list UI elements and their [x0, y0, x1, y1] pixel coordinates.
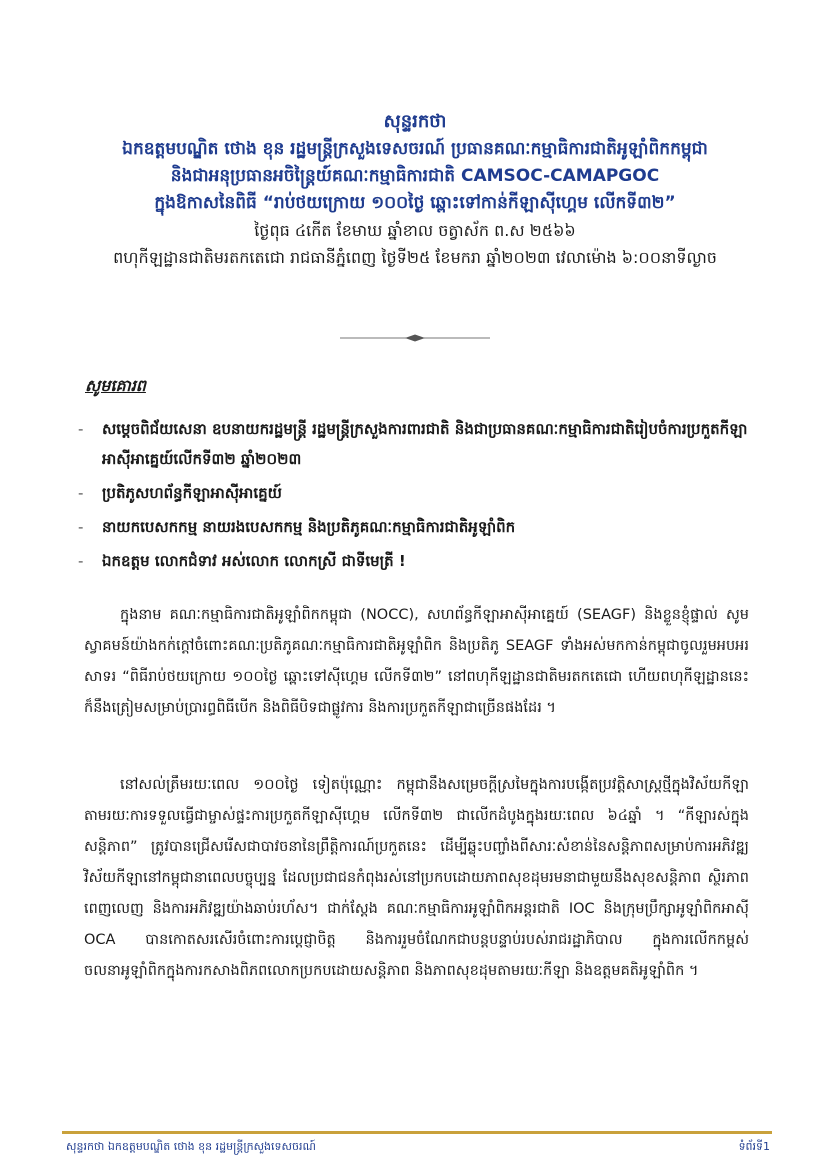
date-line: ថ្ងៃពុធ ៤កើត ខែមាឃ ឆ្នាំខាល ចត្វាស័ក ព.ស ២៥៦៦ — [254, 221, 576, 240]
dash-bullet-icon: - — [78, 518, 84, 536]
dash-bullet-icon: - — [78, 552, 84, 570]
footer-divider — [62, 1131, 772, 1134]
salutation-heading: សូមគោរព — [85, 376, 146, 395]
dash-bullet-icon: - — [78, 420, 84, 438]
salutation-item: - នាយកបេសកកម្ម នាយរងបេសកកម្ម និងប្រតិភូគណៈកម្មាធិការជាតិអូឡាំពិក — [78, 512, 758, 542]
speaker-line: ឯកឧត្តមបណ្ឌិត ថោង ខុន រដ្ឋមន្ត្រីក្រសួងទេសចរណ៍ ប្រធានគណៈកម្មាធិការជាតិអូឡាំពិកកម្ពុជា — [122, 139, 708, 159]
page-number: ទំព័រទី1 — [738, 1140, 770, 1153]
speech-title: សុន្ទរកថា — [383, 111, 447, 132]
venue-line: ពហុកីឡដ្ឋានជាតិមរតកតេជោ រាជធានីភ្នំពេញ ថ្ងៃទី២៥ ខែមករា ឆ្នាំ២០២៣ វេលាម៉ោង ៦:០០នាទីល្ងាច — [113, 248, 717, 267]
speech-header — [40, 108, 790, 271]
dash-bullet-icon: - — [78, 484, 84, 502]
body-paragraph-1: ក្នុងនាម គណៈកម្មាធិការជាតិអូឡាំពិកកម្ពុជា (NOCC), សហព័ន្ធកីឡាអាស៊ីអាគ្នេយ៍ (SEAGF) និងខ្លួនខ្ញុំផ្ទាល់ សូមស្វាគមន៍យ៉ាងកក់ក្តៅចំពោះគណៈប្រតិភូគណៈកម្មាធិការជាតិអូឡាំពិក និងប្រតិភូ SEAGF ទាំងអស់មកកាន់កម្ពុជាចូលរួមអបអរសាទរ “ពិធីរាប់ថយក្រោយ ១០០ថ្ងៃ ឆ្ពោះទៅស៊ីហ្គេម លើកទី៣២” នៅពហុកីឡដ្ឋានជាតិមរតកតេជោ ហើយពហុកីឡដ្ឋាននេះក៏នឹងត្រៀមសម្រាប់ប្រារព្ធពិធីបើក និងពិធីបិទជាផ្លូវការ និងការប្រកួតកីឡាជាច្រើនផងដែរ ។ — [84, 607, 749, 716]
salutation-item: - សម្តេចពិជ័យសេនា ឧបនាយករដ្ឋមន្ត្រី រដ្ឋមន្ត្រីក្រសួងការពារជាតិ និងជាប្រធានគណៈកម្មាធិការជាតិរៀបចំការប្រកួតកីឡាអាស៊ីអាគ្នេយ៍លើកទី៣២ ឆ្នាំ២០២៣ — [78, 414, 758, 474]
occasion-line: ក្នុងឱកាសនៃពិធី “រាប់ថយក្រោយ ១០០ថ្ងៃ ឆ្ពោះទៅកាន់កីឡាស៊ីហ្គេម លើកទី៣២” — [154, 193, 676, 213]
footer-title: សុន្ទរកថា ឯកឧត្តមបណ្ឌិត ថោង ខុន រដ្ឋមន្ត្រីក្រសួងទេសចរណ៍ — [66, 1140, 316, 1153]
salutation-item: - ឯកឧត្តម លោកជំទាវ អស់លោក លោកស្រី ជាទីមេត្រី ! — [78, 546, 758, 576]
salutation-list — [78, 414, 758, 580]
body-paragraph-2: នៅសល់ត្រឹមរយៈពេល ១០០ថ្ងៃ ទៀតប៉ុណ្ណោះ កម្ពុជានឹងសម្រេចក្តីស្រមៃក្នុងការបង្កើតប្រវត្តិសាស្ត្រថ្មីក្នុងវិស័យកីឡាតាមរយៈការទទួលធ្វើជាម្ចាស់ផ្ទះការប្រកួតកីឡាស៊ីហ្គេម លើកទី៣២ ជាលើកដំបូងក្នុងរយៈពេល ៦៤ឆ្នាំ ។ “កីឡារស់ក្នុងសន្តិភាព” ត្រូវបានជ្រើសរើសជាបាវចនានៃព្រឹត្តិការណ៍ប្រកួតនេះ ដើម្បីឆ្លុះបញ្ចាំងពីសារៈសំខាន់នៃសន្តិភាពសម្រាប់ការអភិវឌ្ឍវិស័យកីឡានៅកម្ពុជានាពេលបច្ចុប្បន្ន ដែលប្រជាជនកំពុងរស់នៅប្រកបដោយភាពសុខដុមរមនាជាមួយនឹងសុខសន្តិភាព ស្ថិរភាពពេញលេញ និងការអភិវឌ្ឍយ៉ាងឆាប់រហ័ស។ ជាក់ស្តែង គណៈកម្មាធិការអូឡាំពិកអន្តរជាតិ IOC និងក្រុមប្រឹក្សាអូឡាំពិកអាស៊ី OCA បានកោតសរសើរចំពោះការប្តេជ្ញាចិត្ត និងការរួមចំណែកជាបន្តបន្ទាប់របស់រាជរដ្ឋាភិបាល ក្នុងការលើកកម្ពស់ចលនាអូឡាំពិកក្នុងការកសាងពិភពលោកប្រកបដោយសន្តិភាព និងភាពសុខដុមតាមរយៈកីឡា និងឧត្តមគតិអូឡាំពិក ។ — [84, 777, 749, 979]
ornament-divider-icon — [340, 334, 490, 342]
salutation-item: - ប្រតិភូសហព័ន្ធកីឡាអាស៊ីអាគ្នេយ៍ — [78, 478, 758, 508]
role-line: និងជាអនុប្រធានអចិន្ត្រៃយ៍គណៈកម្មាធិការជាតិ CAMSOC-CAMAPGOC — [170, 166, 660, 186]
